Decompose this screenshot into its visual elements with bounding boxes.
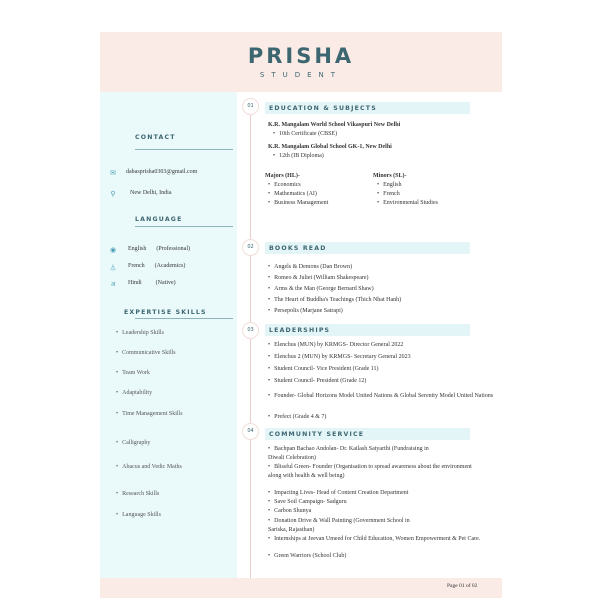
skill-item: • Leadership Skills <box>116 330 164 337</box>
leadership-item: • Student Council- Vice President (Grade 11) <box>268 366 379 373</box>
language-english: English (Professional) <box>128 246 191 252</box>
divider <box>135 318 233 319</box>
skill-item: • Time Management Skills <box>116 409 196 419</box>
book-item: • The Heart of Buddha's Teachings (Thich Nhat Hanh) <box>268 297 401 304</box>
major-item: • Mathematics (AI) <box>268 191 317 198</box>
contact-heading: CONTACT <box>135 134 176 141</box>
education-heading: EDUCATION & SUBJECTS <box>265 102 470 114</box>
section-number: 04 <box>242 423 259 440</box>
section-number: 01 <box>242 98 259 115</box>
divider <box>135 149 233 150</box>
minor-item: • French <box>377 191 400 198</box>
community-item: • Carbon Shunya <box>268 508 311 515</box>
book-item: • Persepolis (Marjane Satrapi) <box>268 308 343 315</box>
community-item: • Green Warriors (School Club) <box>268 553 346 560</box>
community-item: • Internships at Jeevan Umeed for Child Education, Women Empowerment & Pet Care. <box>268 535 493 544</box>
skill-item: • Team Work <box>116 370 150 377</box>
hindi-script-icon: अ <box>110 282 116 288</box>
page-number: Page 01 of 02 <box>447 583 478 589</box>
section-number: 03 <box>242 322 259 339</box>
book-item: • Romeo & Juliet (William Shakespeare) <box>268 275 369 282</box>
footer-band <box>100 578 502 598</box>
skill-item: • Research Skills <box>116 491 159 498</box>
book-item: • Arms & the Man (George Bernard Shaw) <box>268 286 374 293</box>
divider <box>135 226 233 227</box>
language-heading: LANGUAGE <box>135 216 183 223</box>
book-item: • Angels & Demons (Dan Brown) <box>268 264 352 271</box>
minors-label: Minors (SL)- <box>373 173 407 179</box>
skill-item: • Abacus and Vedic Maths <box>116 462 196 472</box>
leaderships-heading: LEADERSHIPS <box>265 324 470 336</box>
email-icon: ✉ <box>110 169 116 177</box>
location: New Delhi, India <box>130 190 172 196</box>
school-name: K.R. Mangalam World School Vikaspuri New Delhi <box>268 122 401 128</box>
books-heading: BOOKS READ <box>265 242 470 254</box>
minor-item: • Environmental Studies <box>377 200 438 207</box>
major-item: • Economics <box>268 182 301 189</box>
skill-item: • Language Skills <box>116 512 161 519</box>
community-heading: COMMUNITY SERVICE <box>265 428 470 440</box>
minor-item: • English <box>377 182 401 189</box>
language-hindi: Hindi (Native) <box>128 280 176 286</box>
skill-item: • Calligraphy <box>116 440 150 447</box>
skill-item: • Communicative Skills <box>116 350 176 357</box>
major-item: • Business Management <box>268 200 328 207</box>
eiffel-tower-icon: ⏃ <box>109 264 117 272</box>
skills-heading: EXPERTISE SKILLS <box>124 309 207 316</box>
majors-label: Majors (HL)- <box>265 173 300 179</box>
community-item: • Donation Drive & Wall Painting (Government School in Sariska, Rajasthan) <box>268 517 418 534</box>
subtitle: STUDENT <box>259 71 343 79</box>
language-french: French (Academics) <box>128 263 186 269</box>
leadership-item: • Founder- Global Horizons Model United Nations & Global Serenity Model United Nations <box>268 390 498 402</box>
name-title: PRISHA <box>247 44 355 68</box>
email[interactable]: dabasprisha0303@gmail.com <box>126 169 198 175</box>
school-item: • 10th Certificate (CBSE) <box>273 131 337 138</box>
school-item: • 12th (IB Diploma) <box>273 153 324 160</box>
leadership-item: • Student Council- President (Grade 12) <box>268 378 366 385</box>
location-icon: ⚲ <box>110 190 116 198</box>
community-item: • Impacting Lives- Head of Content Creation Department <box>268 490 408 497</box>
timeline-line <box>250 112 251 578</box>
leadership-item: • Elenchus (MUN) by KRMGS- Director General 2022 <box>268 342 403 349</box>
leadership-item: • Prefect (Grade 4 & 7) <box>268 414 326 421</box>
section-number: 02 <box>242 239 259 256</box>
community-item: • Save Soil Campaign- Sadguru <box>268 499 347 506</box>
school-name: K.R. Mangalam Global School GK-1, New Delhi <box>268 144 392 150</box>
globe-icon: ◉ <box>109 246 117 254</box>
community-item: • Blissful Green- Founder (Organisation to spread awareness about the environment along with health & well being) <box>268 463 483 480</box>
community-item: • Bachpan Bachao Andolan- Dr. Kailash Satyarthi (Fundraising in Diwali Celebration) <box>268 445 443 462</box>
skill-item: • Adaptability <box>116 390 152 397</box>
leadership-item: • Elenchus 2 (MUN) by KRMGS- Secretary General 2023 <box>268 354 411 361</box>
